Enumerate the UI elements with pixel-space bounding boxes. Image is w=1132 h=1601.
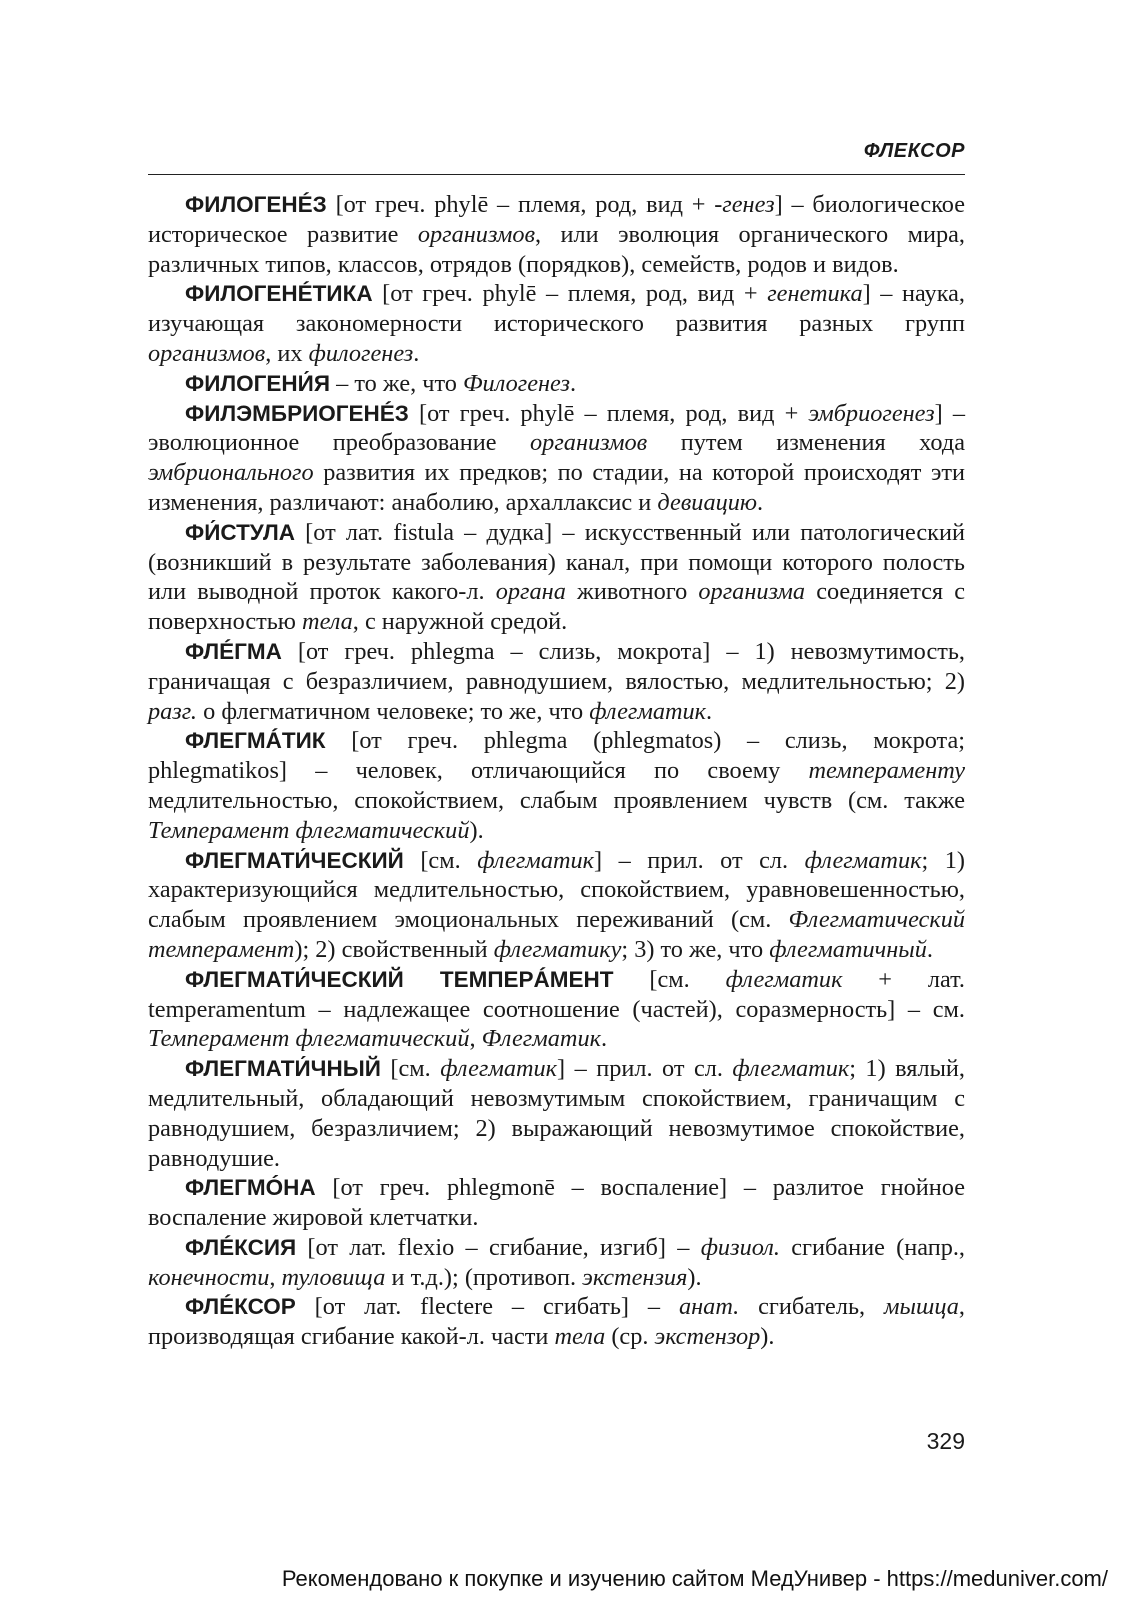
dictionary-entry: [148, 190, 965, 279]
entry-italic-term: мышца: [884, 1293, 959, 1321]
dictionary-entry: [148, 518, 965, 637]
entry-italic-term: организмов: [530, 429, 648, 457]
entry-text: и т.д.); (противоп.: [385, 1263, 583, 1291]
entry-text: о флегматичном человеке; то же, что: [197, 697, 590, 725]
entry-italic-term: экстензия: [582, 1263, 688, 1291]
dictionary-entry: [148, 399, 965, 518]
entry-text: , их: [265, 339, 309, 367]
entry-text: ; 1) характеризующийся медлительностью, спокойствием, уравновешенностью, слабым проявлением эмоциональных переживаний (см.: [148, 846, 965, 934]
entry-headword: ФЛÉГМА: [185, 638, 282, 664]
entry-italic-term: эмбрионального: [148, 459, 314, 487]
entry-italic-term: анат.: [678, 1293, 740, 1321]
entry-italic-term: организмов: [417, 220, 536, 248]
entry-text: соединяется с поверхностью: [148, 578, 966, 636]
entry-italic-term: туловища: [281, 1263, 386, 1291]
entry-text: ).: [760, 1323, 775, 1351]
entry-text: ; 3) то же, что: [621, 935, 770, 963]
entry-text: ,: [469, 1025, 482, 1053]
entry-headword: ФИЛЭМБРИОГЕНÉЗ: [185, 400, 409, 426]
entry-headword: ФИЛОГЕНÉЗ: [185, 192, 327, 217]
entry-italic-term: Темперамент флегматический: [148, 816, 470, 844]
page-number: 329: [926, 1428, 965, 1454]
entry-text: [от греч. phylē – племя, род, вид + -: [326, 191, 723, 218]
entry-headword: ФИЛОГЕНÉТИКА: [185, 281, 373, 307]
entry-text: [от лат. flexio – сгибание, изгиб] –: [296, 1233, 701, 1261]
entry-italic-term: тела: [302, 608, 353, 636]
entry-italic-term: конечности: [148, 1263, 270, 1291]
entry-text: , производящая сгибание какой-л. части: [148, 1293, 965, 1351]
entry-text: ] – эволюционное преобразование: [148, 399, 965, 457]
running-head-title: ФЛЕКСОР: [863, 140, 965, 162]
entry-headword: ФЛЕГМÓНА: [185, 1175, 316, 1201]
entry-italic-term: разг.: [148, 697, 198, 725]
entry-text: [от лат. flectere – сгибать] –: [295, 1293, 679, 1321]
entry-headword: ФИ́СТУЛА: [185, 519, 295, 545]
entry-italic-term: флегматичный: [769, 935, 927, 963]
entry-italic-term: организмов: [148, 339, 266, 367]
entry-italic-term: темпераменту: [808, 757, 965, 785]
entry-text: ).: [687, 1263, 702, 1291]
entry-text: , с наружной средой.: [352, 608, 568, 636]
entry-italic-term: эмбриогенез: [808, 399, 935, 427]
entry-headword: ФЛЕГМАТИ́ЧЕСКИЙ: [185, 847, 404, 873]
entry-italic-term: флегматик: [725, 965, 843, 993]
dictionary-entry: [148, 965, 965, 1054]
entry-italic-term: Флегматик: [481, 1025, 601, 1053]
entry-italic-term: органа: [495, 578, 566, 606]
entry-text: [от греч. phylē – племя, род, вид +: [372, 280, 768, 308]
entry-text: [см.: [380, 1055, 441, 1083]
entry-text: [от греч. phlegma – слизь, мокрота] – 1) невозмутимость, граничащая с безразличием, равнодушием, вялостью, медлительностью; 2): [148, 637, 965, 695]
dictionary-entry: [148, 637, 965, 726]
entry-text: сгибание (напр.,: [779, 1233, 965, 1261]
entry-text: медлительностью, спокойствием, слабым проявлением чувств (см. также: [148, 786, 965, 814]
entry-text: ] – наука, изучающая закономерности исторического развития разных групп: [148, 280, 965, 338]
entry-text: .: [706, 697, 713, 725]
entry-italic-term: флегматик: [440, 1055, 558, 1083]
entry-text: [от лат. fistula – дудка] – искусственный или патологический (возникший в результате заболевания) канал, при помощи которого полость или выводной проток какого-л.: [148, 518, 965, 606]
dictionary-entries: [148, 190, 965, 1352]
entry-text: развития их предков; по стадии, на которой происходят эти изменения, различают: анаболию, архаллаксис и: [148, 459, 965, 516]
dictionary-entry: [148, 1292, 965, 1352]
entry-text: [от греч. phlegmonē – воспаление] – разлитое гнойное воспаление жировой клетчатки.: [148, 1174, 965, 1232]
entry-text: [см.: [613, 965, 726, 993]
entry-italic-term: флегматик: [589, 697, 707, 725]
entry-headword: ФЛÉКСОР: [185, 1294, 296, 1320]
entry-text: .: [926, 935, 933, 963]
entry-headword: ФИЛОГЕНИ́Я: [185, 370, 331, 396]
entry-headword: ФЛЕГМАТИ́ЧЕСКИЙ ТЕМПЕРÁМЕНТ: [185, 966, 614, 992]
entry-text: путем изменения хода: [647, 429, 965, 457]
entry-text: ).: [469, 816, 484, 844]
entry-text: животного: [565, 578, 699, 606]
entry-text: [см.: [403, 846, 478, 874]
entry-headword: ФЛЕГМÁТИК: [185, 728, 326, 754]
entry-text: – то же, что: [330, 369, 463, 397]
entry-headword: ФЛЕГМАТИ́ЧНЫЙ: [185, 1056, 381, 1082]
dictionary-entry: [148, 1054, 965, 1173]
entry-italic-term: девиацию: [657, 488, 758, 516]
entry-italic-term: генетика: [767, 280, 863, 308]
entry-italic-term: экстензор: [654, 1323, 761, 1351]
entry-italic-term: Филогенез: [463, 369, 570, 397]
entry-italic-term: флегматик: [732, 1055, 850, 1083]
footer-note: Рекомендовано к покупке и изучению сайтом МедУнивер - https://meduniver.com/: [281, 1566, 1108, 1591]
entry-italic-term: флегматик: [477, 846, 595, 874]
entry-italic-term: физиол.: [700, 1233, 780, 1261]
header-rule: [148, 174, 965, 175]
entry-text: (ср.: [605, 1323, 655, 1351]
entry-italic-term: Темперамент флегматический: [148, 1025, 470, 1053]
entry-text: ; 1) вялый, медлительный, обладающий невозмутимым спокойствием, граничащим с равнодушием, безразличием; 2) выражающий невозмутимое спокойствие, равнодушие.: [148, 1055, 965, 1172]
dictionary-entry: [148, 369, 965, 399]
dictionary-entry: [148, 279, 965, 368]
entry-text: ,: [269, 1263, 282, 1291]
entry-text: сгибатель,: [739, 1293, 885, 1321]
dictionary-entry: [148, 846, 965, 965]
entry-italic-term: генез: [722, 191, 775, 218]
entry-text: , или эволюция органического мира, различных типов, классов, отрядов (порядков), семейств, родов и видов.: [148, 220, 965, 278]
dictionary-entry: [148, 726, 965, 845]
entry-text: + лат. temperamentum – надлежащее соотношение (частей), соразмерность] – см.: [148, 965, 966, 1023]
entry-text: [от греч. phlegma (phlegmatos) – слизь, мокрота; phlegmatikos] – человек, отличающийся по своему: [148, 727, 965, 785]
entry-italic-term: организма: [698, 578, 806, 606]
entry-headword: ФЛÉКСИЯ: [185, 1234, 297, 1260]
entry-text: ] – прил. от сл.: [594, 846, 805, 874]
entry-text: [от греч. phylē – племя, род, вид +: [408, 399, 809, 427]
entry-text: .: [757, 488, 764, 516]
entry-italic-term: флегматику: [493, 935, 622, 963]
entry-text: .: [601, 1025, 608, 1053]
entry-text: .: [570, 369, 577, 397]
dictionary-entry: [148, 1173, 965, 1233]
entry-text: ] – прил. от сл.: [557, 1055, 733, 1083]
entry-text: ] – биологическое историческое развитие: [148, 191, 965, 248]
entry-text: .: [413, 339, 420, 367]
dictionary-entry: [148, 1233, 965, 1293]
entry-italic-term: Флегматический темперамент: [148, 906, 965, 963]
entry-italic-term: тела: [554, 1323, 606, 1351]
entry-italic-term: филогенез: [308, 339, 414, 367]
entry-text: ); 2) свойственный: [294, 935, 494, 963]
entry-italic-term: флегматик: [804, 846, 922, 874]
